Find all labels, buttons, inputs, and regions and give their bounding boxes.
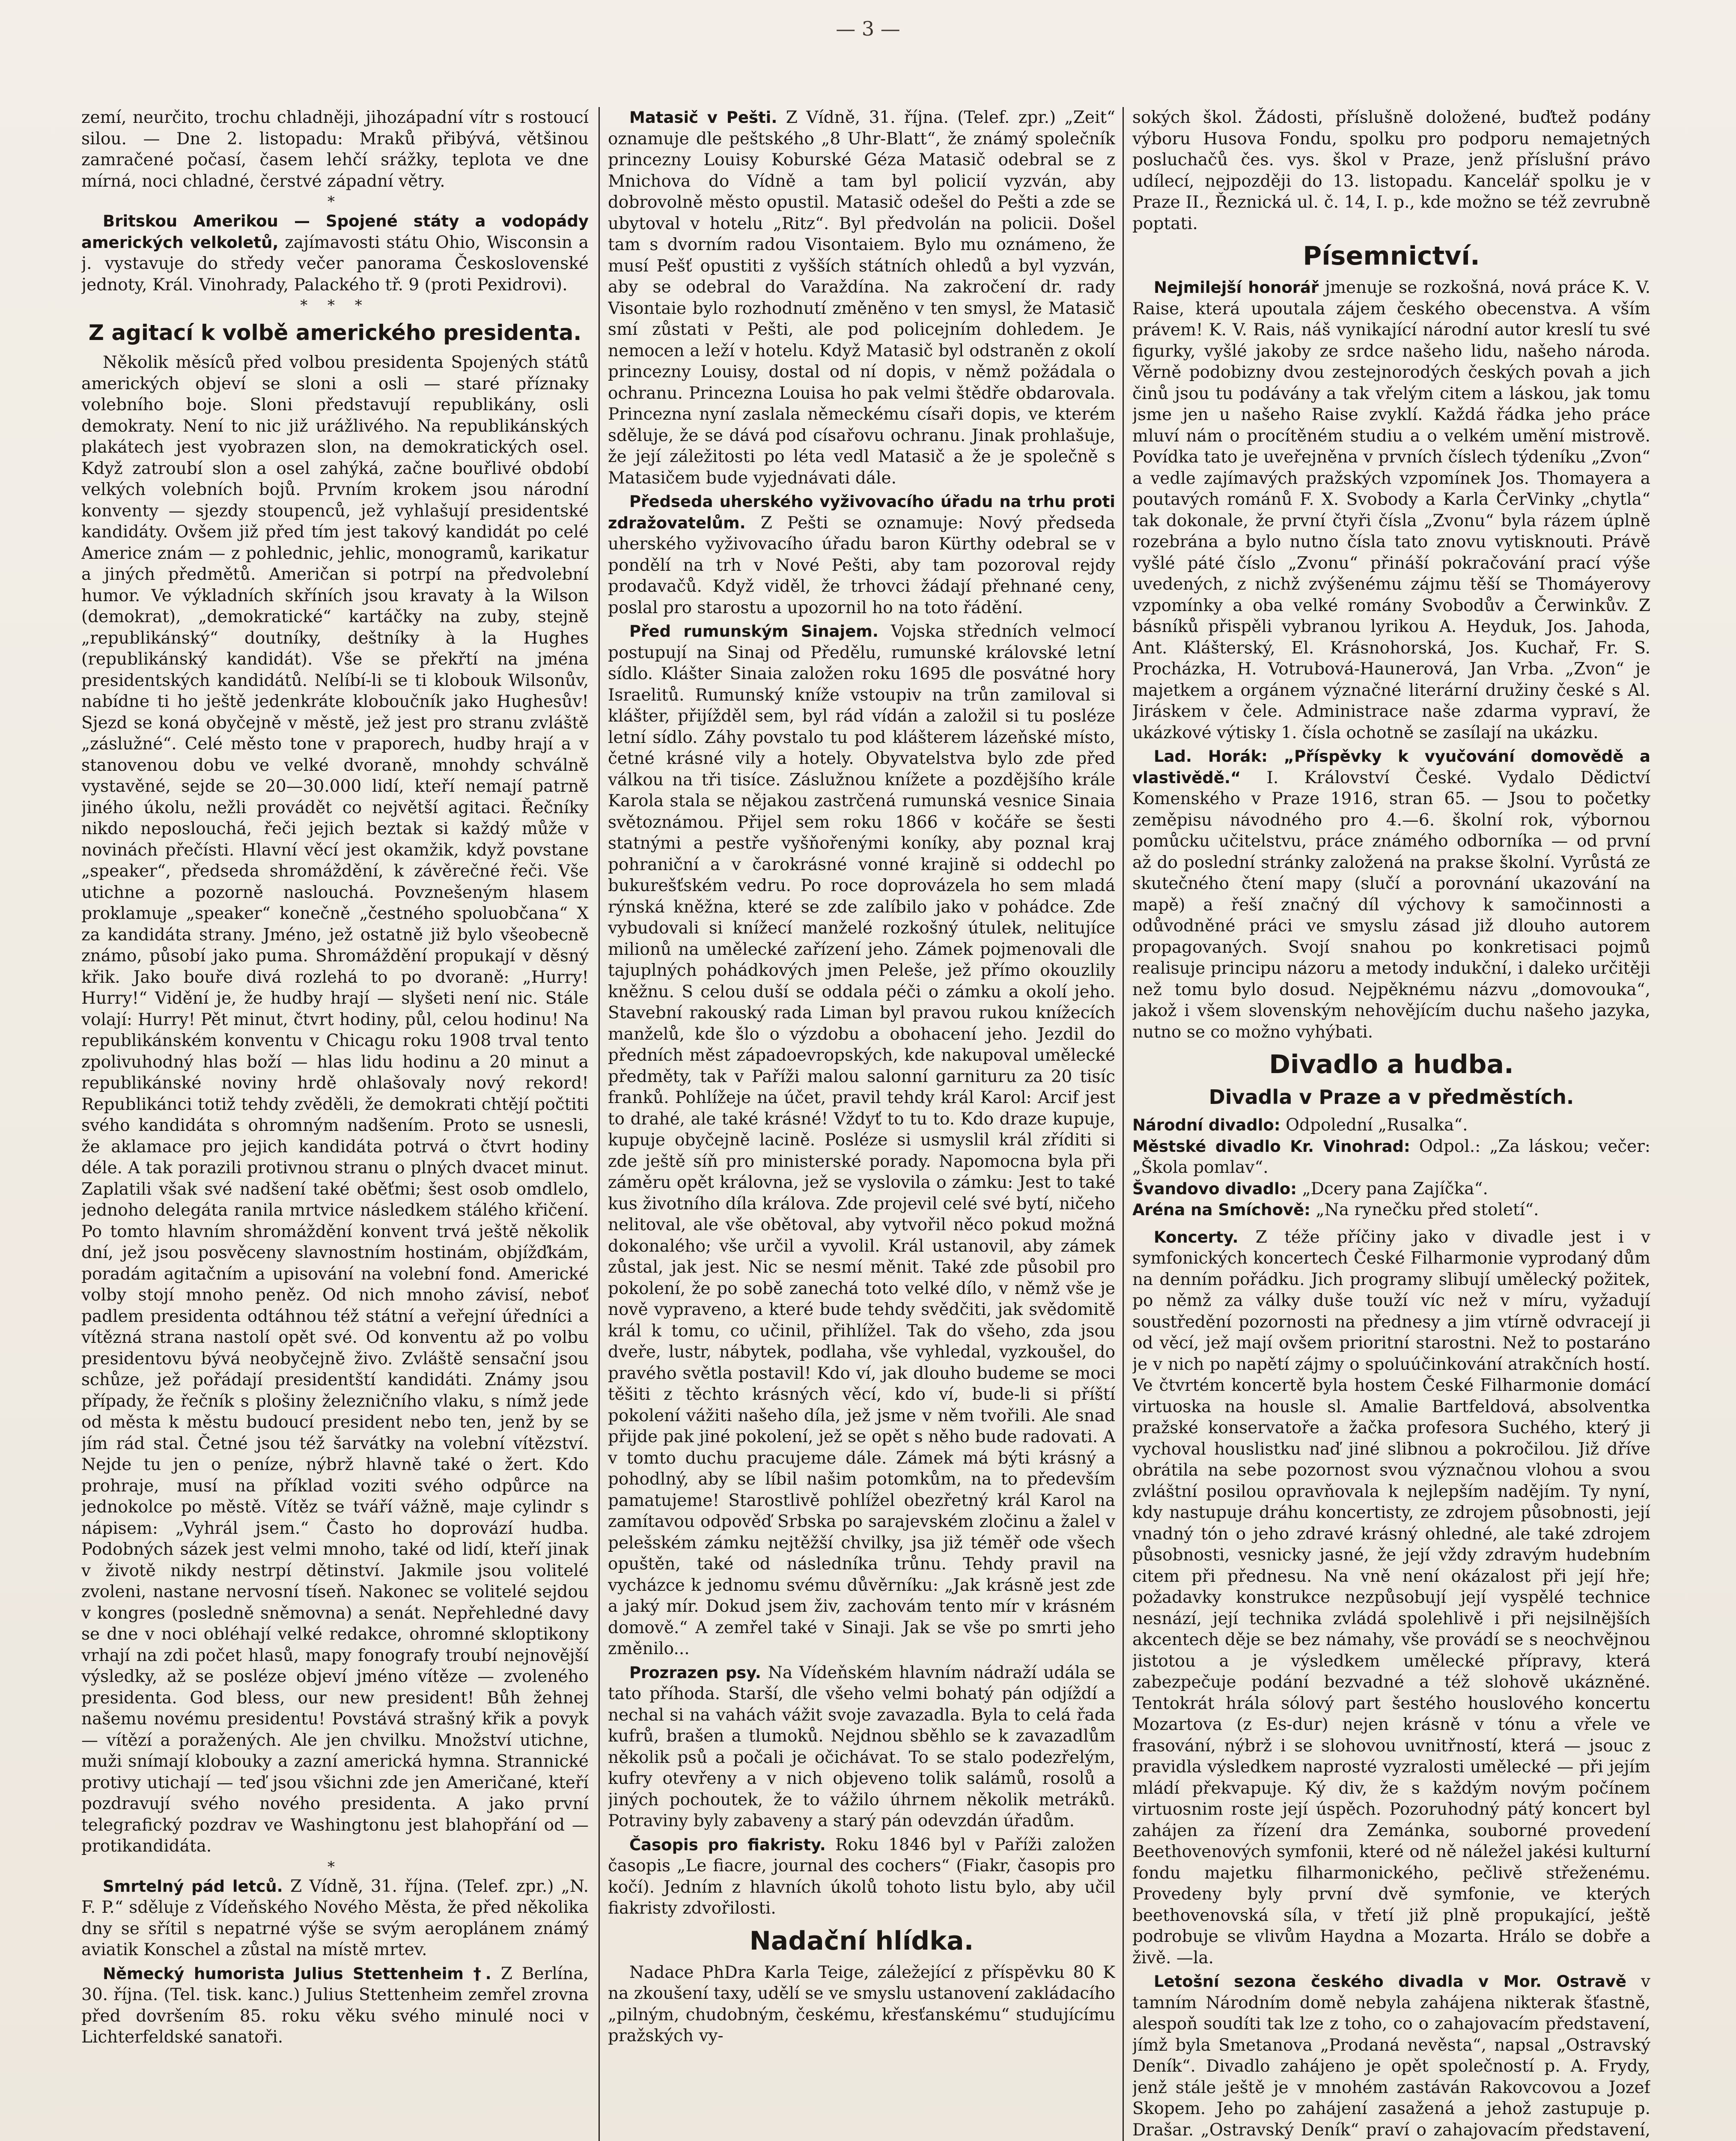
- item-heading: Nejmilejší honorář: [1154, 278, 1319, 297]
- news-item: [81, 1963, 589, 2048]
- separator: *: [328, 1858, 342, 1876]
- item-body: Z Berlína, 30. října. (Tel. tisk. kanc.) Julius Stettenheim zemřel zrovna před dovršením 85. roku věku svého minulé noci v Lichterfeldské sanatoři.: [81, 1964, 589, 2047]
- separator: * * *: [300, 297, 370, 314]
- item-body: Z Vídně, 31. října. (Telef. zpr.) „Zeit“ oznamuje dle peštského „8 Uhr-Blatt“, že známý společník princezny Louisy Koburské Géza Matasič odebral se z Mnichova do Vídně a tam byl policií vyzván, aby dobrovolně město opustil. Matasič odešel do Pešti a zde se ubytoval v hotelu „Ritz“. Byl předvolán na policii. Došel tam s dvorním radou Visontaiem. Bylo mu oznámeno, že musí Pešť opustiti z vyšších státních ohledů a byl vyzván, aby se odebral do Varaždína. Na zakročení dr. rady Visontaie bylo rozhodnutí změněno v ten smysl, že Matasič smí zůstati v Pešti, ale pod policejním dohledem. Je nemocen a leží v hotelu. Když Matasič byl odstraněn z okolí princezny Louisy, dostal od ní dopis, v němž požádala o ochranu. Princezna Louisa ho pak velmi štědře obdarovala. Princezna nyní zaslala německému císaři dopis, ve kterém sděluje, že se dává pod císařovu ochranu. Jinak prohlašuje, že její záležitosti po léta vedl Matasič a že je společně s Matasičem bude vyjednávati dále.: [608, 108, 1115, 488]
- theatre-listing: [1132, 1199, 1650, 1221]
- section-heading: Nadační hlídka.: [749, 1926, 974, 1956]
- news-item: [1132, 746, 1650, 1043]
- theatre-program: „Na rynečku před století“.: [1316, 1200, 1539, 1220]
- item-heading: Před rumunským Sinajem.: [629, 622, 878, 641]
- theatre-listing: [1132, 1115, 1650, 1136]
- section-body: sokých škol. Žádosti, příslušně doložené, buďtež podány výboru Husova Fondu, spolku pro podporu nemajetných posluchačů čes. vys. škol v Praze, jenž příslušní právo udílecí, nejpozději do 13. listopadu. Kancelář spolku je v Praze II., Řeznická ul. č. 14, I. p., kde možno se též zevrubně poptati.: [1132, 108, 1650, 233]
- news-item: [81, 1876, 589, 1961]
- item-heading: Lad. Horák: „Příspěvky k vyučování domovědě a vlastivědě.“: [1132, 747, 1650, 787]
- item-body: Na Vídeňském hlavním nádraží udála se tato příhoda. Starší, dle všeho velmi bohatý pán odjíždí a nechal si na vahách vážit svoje zavazadla. Byla to celá řada kufrů, brašen a tlumoků. Nejdnou sběhlo se k zavazadlům několik psů a počali je očichávat. To se stalo podezřelým, kufry otevřeny a v nich objeveno tolik salámů, rosolů a jiných pochoutek, že to vážilo úhrnem několik metráků. Potraviny byly zabaveny a starý pán odevzdán úřadům.: [608, 1663, 1115, 1831]
- theatre-name: Městské divadlo Kr. Vinohrad:: [1132, 1137, 1410, 1156]
- item-body: Vojska středních velmocí postupují na Sinaj od Předělu, rumunské královské letní sídlo. Klášter Sinaia založen roku 1695 dle posvátné hory Israelitů. Rumunský kníže vstoupiv na trůn zamiloval si klášter, přijížděl sem, byl rád vídán a založil si tu posléze letní sídlo. Záhy povstalo tu pod klášterem lázeňské místo, četné krásné vily a hotely. Obyvatelstva bylo zde před válkou na tři tisíce. Záslužnou knížete a pozdějšího krále Karola stala se nějakou zastrčená rumunská vesnice Sinaia světoznámou. Přijel sem roku 1866 v kočáře se šesti statnými a pestře vyšňořenými koníky, aby poznal kraj pohraniční a v čarokrásné vonné krajině si oddechl po bukurešťském vedru. Po roce doprovázela ho sem mladá rýnská kněžna, které se zde zalíbilo jako v pohádce. Zde vybudovali si knížecí manželé rozkošný útulek, nelitujíce milionů na umělecké zařízení jeho. Zámek pojmenovali dle tajuplných pohádkových jmen Peleše, jež přímo okouzlily kněžnu. S celou duší se oddala péči o zámku a okolí jeho. Stavební rakouský rada Liman byl pravou rukou knížecích manželů, kde šlo o výzdobu a obohacení jeho. Jezdil do předních měst západoevropských, kde nakupoval umělecké předměty, tak v Paříži malou salonní garnituru za 20 tisíc franků. Pohlížeje na účet, pravil tehdy král Karol: Arcif jest to drahé, ale také krásné! Vždyť to tu to. Kdo draze kupuje, kupuje obyčejně lacině. Posléze si usmyslil král zříditi si zde ještě síň pro ministerské porady. Napomocna byla při záměru opět královna, jež se vyslovila o zámku: Jest to také kus životního díla králova. Zde projevil celé své bytí, ničeho nelitoval, ale vše obětoval, aby vytvořil něco pokud možná dokonalého; vše určil a vyvolil. Král ustanovil, aby zámek zůstal, jak jest. Nic se nesmí měnit. Také zde působil pro pokolení, že po sobě zanechá toto velké dílo, v němž vše je nově vypraveno, a které bude tehdy svědčiti, jak svědomitě král k tomu, co učinil, přihlížel. Tak do všeho, zda jsou dveře, lustr, nábytek, podlaha, vše vyhledal, vyzkoušel, do pravého světla postavil! Kdo ví, jak dlouho budeme se moci těšiti z těchto krásných věcí, kdo ví, bude-li si příští pokolení vážiti našeho díla, jež jsme v něm tvořili. Ale snad přijde pak jiné pokolení, jež se opět s něho bude radovati. A v tomto duchu pracujeme dále. Zámek má býti krásný a pohodlný, aby se líbil našim potomkům, na to především pamatujeme! Starostlivě pohlížel obezřetný král Karol na zamítavou odpověď Srbska po sarajevském zločinu a žalel v pelešském zámku nejtěžší chvilky, jsa již téměř ode všech opuštěn, také od následníka trůnu. Tehdy pravil na vycházce k jednomu svému důvěrníku: „Jak krásně jest zde a jaký mír. Dokud jsem živ, zachovám tento mír v krásném domově.“ A zemřel také v Sinaji. Jak se vše po smrti jeho změnilo...: [608, 622, 1115, 1658]
- section-heading: Písemnictví.: [1303, 241, 1480, 271]
- article-heading: Z agitací k volbě amerického presidenta.: [88, 320, 582, 345]
- item-heading: Britskou Amerikou — Spojené státy a vodopády amerických velkoletů,: [81, 212, 589, 252]
- weather-report: zemí, neurčito, trochu chladněji, jihozápadní vítr s rostoucí silou. — Dne 2. listopadu: Mraků přibývá, většinou zamračené počasí, časem lehčí srážky, teplota ve dne mírná, noci chladné, čerstvé západní větry.: [81, 108, 589, 191]
- theatre-listing: [1132, 1178, 1650, 1200]
- news-item: [608, 621, 1115, 1660]
- item-body: jmenuje se rozkošná, nová práce K. V. Raise, která upoutala zájem českého obecenstva. A vším právem! K. V. Rais, náš vynikající národní autor kreslí tu své figurky, vyšlé jakoby ze srdce našeho lidu, našeho národa. Věrně podobizny dvou zestejnorodých českých povah a jich činů jsou tu podávány a tak vřelým citem a láskou, jak tomu jsme jen u našeho Raise zvyklí. Každá řádka jeho práce mluví nám o procítěném studiu a o velkém umění mistrově. Povídka tato je uveřejněna v prvních číslech týdeníku „Zvon“ a vedle zajímavých pražských vzpomínek Jos. Thomayera a poutavých románů F. X. Svobody a Karla ČerVinky „chytla“ tak dokonale, že první čtyři čísla „Zvonu“ byla rázem úplně rozebrána a bylo nutno čísla tato znovu vytisknouti. Právě vyšlé páté číslo „Zvonu“ přináší pokračování prací výše uvedených, z nichž zvýšenému zájmu těší se Thomáyerovy vzpomínky a oba velké romány Svobodův a Čerwinkův. Z básníků přispěli vybranou lyrikou A. Heyduk, Jos. Jahoda, Ant. Klášterský, El. Krásnohorská, Jos. Kuchař, Fr. S. Procházka, H. Votrubová-Haunerová, Jan Vrba. „Zvon“ je majetkem a orgánem význačné literární družiny české s Al. Jiráskem v čele. Administrace naše zdarma vypraví, že ukázkové výtisky 1. čísla ochotně se zasílají na ukázku.: [1132, 278, 1650, 742]
- item-body: I. Království České. Vydalo Dědictví Komenského v Praze 1916, stran 65. — Jsou to početky zeměpisu návodného pro 4.—6. školní rok, výbornou pomůcku učitelstvu, práce známého odborníka — od první až do poslední stránky založená na prakse školní. Vyrůstá ze skutečného čtení mapy (slučí a porovnání ukazování na mapě) a řeší značný díl výchovy k samočinnosti a odůvodněné práci ve smyslu zásad již dlouho autorem propagovaných. Svojí snahou po konkretisaci pojmů realisuje principu názoru a metody indukční, i daleko určitěji než tomu bylo dosud. Nejpěknému názvu „domovouka“, jakož i všem slovenským nehovějícím duchu našeho jazyka, nutno se co možno vyhýbati.: [1132, 768, 1650, 1042]
- column-2: [608, 107, 1115, 2141]
- news-item: [608, 1662, 1115, 1832]
- column-divider: [599, 107, 600, 2141]
- separator: *: [328, 193, 342, 210]
- section-body: Nadace PhDra Karla Teige, záležející z příspěvku 80 K na zkoušení taxy, udělí se ve smyslu ustanovení zakládacího „pilným, chudobným, českému, křesťanskému“ studujícímu pražských vy-: [608, 1962, 1115, 2046]
- item-heading: Matasič v Pešti.: [629, 108, 777, 127]
- column-divider: [1123, 107, 1124, 2141]
- item-body: Z Pešti se oznamuje: Nový předseda uherského vyživovacího úřadu baron Kürthy odebral se v pondělí na trh v Nové Pešti, aby tam pozoroval rejdy prodavačů. Když viděl, že trhovci žádají přehnané ceny, poslal pro starostu a upozornil ho na toto řádění.: [608, 513, 1115, 617]
- news-item: [608, 107, 1115, 489]
- theatre-listing: [1132, 1136, 1650, 1178]
- item-heading: Prozrazen psy.: [629, 1663, 761, 1682]
- item-heading: Předseda uherského vyživovacího úřadu na trhu proti zdražovatelům.: [608, 492, 1115, 532]
- item-body: Z Vídně, 31. října. (Telef. zpr.) „N. F. P.“ sděluje z Vídeňského Nového Města, že před několika dny se sřítil s nepatrné výše se svým aeroplánem známý aviatik Konschel a zůstal na místě mrtev.: [81, 1876, 589, 1959]
- column-1: [81, 107, 589, 2141]
- news-item: [81, 211, 589, 295]
- theatre-name: Národní divadlo:: [1132, 1116, 1280, 1134]
- news-item: [608, 491, 1115, 618]
- theatre-name: Aréna na Smíchově:: [1132, 1201, 1310, 1219]
- item-heading: Německý humorista Julius Stettenheim †.: [103, 1964, 491, 1983]
- theatre-program: Odpolední „Rusalka“.: [1286, 1115, 1468, 1135]
- section-heading: Divadlo a hudba.: [1269, 1050, 1514, 1079]
- news-item: [608, 1834, 1115, 1919]
- article-body: Několik měsíců před volbou presidenta Spojených států amerických objeví se sloni a osli — staré příznaky volebního boje. Sloni představují republikány, osli demokraty. Není to nic již urážlivého. Na republikánských plakátech jest vyobrazen slon, na demokratických osel. Když zatroubí slon a osel zahýká, začne bouřlivé období velkých volebních bojů. Prvním krokem jsou národní konventy — sjezdy stoupenců, jež vyhlašují presidentské kandidáty. Ovšem již před tím jest takový kandidát po celé Americe znám — z pohlednic, jehlic, monogramů, karikatur a jiných předmětů. Američan si potrpí na předvolební humor. Ve výkladních skříních jsou kravaty à la Wilson (demokrat), „demokratické“ kartáčky na zuby, stejně „republikánský“ doutníky, deštníky à la Hughes (republikánský kandidát). Vše se překřtí na jména presidentských kandidátů. Nelíbí-li se ti klobouk Wilsonův, nabídne ti ho ještě jedenkráte kloboučník jako Hughesův! Sjezd se koná obyčejně v městě, jež jest pro stranu zvláště „záslužné“. Celé město tone v praporech, hudby hrají a v stanovenou dobu ve velké dvoraně, mnohdy schválně vystavěné, sejde se 20—30.000 lidí, kteří nemají patrně jiného úkolu, nežli provádět co největší agitaci. Řečníky nikdo neposlouchá, řeči jejich beztak si každý může v novinách přečísti. Hlavní věcí jest okamžik, když povstane „speaker“, předseda shromáždění, k závěrečné řeči. Vše utichne a pozorně naslouchá. Povznešeným hlasem proklamuje „speaker“ konečně „čestného spoluobčana“ X za kandidáta strany. Jméno, jež ostatně již bylo všeobecně známo, působí jako puma. Shromáždění propukají v děsný křik. Jako bouře divá rozlehá to po dvoraně: „Hurry! Hurry!“ Vidění je, že hudby hrají — slyšeti není nic. Stále volají: Hurry! Pět minut, čtvrt hodiny, půl, celou hodinu! Na republikánském konventu v Chicagu roku 1908 trval tento zpolivuhodný hlas boží — hlas lidu hodinu a 20 minut a republikánské noviny hrdě ohlašovaly nový rekord! Republikánci totiž tehdy zvěděli, že demokrati chtějí počtiti svého kandidáta s ohromným nadšením. Proto se usnesli, že aklamace pro jejich kandidáta potrvá o čtvrt hodiny déle. A tak porazili protivnou stranu o plných dvacet minut. Zaplatili však své nadšení také oběťmi; šest osob omdlelo, jednoho delegáta ranila mrtvice následkem stálého křičení. Po tomto hlavním shromáždění konvent trvá ještě několik dní, jež jsou posvěceny slavnostním hostinám, objížďkám, poradám agitačním a upisování na volební fond. Americké volby stojí mnoho peněz. Od nich mnoho závisí, neboť padlem presidenta odtáhnou též státní a veřejní úředníci a vítězná strana nastolí opět své. Od konventu až po volbu presidentovu bývá neobyčejně živo. Zvláště sensační jsou schůze, jež pořádají presidentští kandidáti. Známy jsou případy, že řečník s plošiny železničního vlaku, s nímž jede od města k městu budoucí president nebo ten, jenž by se jím rád stal. Četné jsou též šarvátky na volební vítězství. Nejde tu jen o peníze, nýbrž hlavně také o žert. Kdo prohraje, musí na příklad voziti svého odpůrce na jednokolce po městě. Vítěz se tváří vážně, maje cylindr s nápisem: „Vyhrál jsem.“ Často ho doprovází hudba. Podobných sázek jest velmi mnoho, také od lidí, kteří jinak v životě nikdy nestrpí dětinství. Jakmile jsou volitelé zvoleni, nastane nervosní tíseň. Nakonec se volitelé sejdou v kongres (posledně sněmovna) a senát. Nepřehledné davy se dne v noci obléhají velké redakce, ohromné skloptikony vrhají na zdi počet hlasů, mapy fonografy troubí nejnovější výsledky, až se posléze objeví jméno vítěze — zvoleného presidenta. God bless, our new president! Bůh žehnej našemu novému presidentu! Povstává strašný křik a povyk — vítězí a poražených. Ale jen chvilku. Množství utichne, muži snímají klobouky a zazní americká hymna. Strannické protivy utichají — teď jsou všichni zde jen Američané, kteří pozdravují svého nového presidenta. A jako první telegrafický pozdrav ve Washingtonu jest blahopřání od — protikandidáta.: [81, 353, 589, 1856]
- column-3: [1132, 107, 1650, 2141]
- item-body: zajímavosti státu Ohio, Wisconsin a j. vystavuje do středy večer panorama Československé jednoty, Král. Vinohrady, Palackého tř. 9 (proti Pexidrovi).: [81, 233, 589, 295]
- page-number: — 3 —: [836, 17, 900, 40]
- news-item: [1132, 1227, 1650, 1969]
- news-item: [1132, 277, 1650, 743]
- item-heading: Letošní sezona českého divadla v Mor. Ostravě: [1154, 1972, 1626, 1991]
- item-heading: Smrtelný pád letců.: [103, 1877, 283, 1896]
- item-body: Roku 1846 byl v Paříži založen časopis „Le fiacre, journal des cochers“ (Fiakr, časopis pro kočí). Jedním z hlavních úkolů tohoto listu bylo, aby učil fiakristy zdvořilosti.: [608, 1835, 1115, 1918]
- theatre-program: Odpol.: „Za láskou; večer: „Škola pomlav“.: [1132, 1136, 1650, 1177]
- subsection-heading: Divadla v Praze a v předměstích.: [1209, 1085, 1574, 1109]
- news-item: [1132, 1971, 1650, 2141]
- theatre-name: Švandovo divadlo:: [1132, 1179, 1297, 1198]
- item-heading: Časopis pro fiakristy.: [629, 1835, 826, 1854]
- item-body: Z téže příčiny jako v divadle jest i v symfonických koncertech České Filharmonie vyprodaný dům na denním pořádku. Jich programy slibují umělecký požitek, po němž za války duše touží víc než v míru, vyžadují soustředění pozornosti na přednesy a jim vtírně odvracejí ji od věcí, jež mají ovšem prioritní starostni. Než to postaráno je v nich po napětí zájmy o spoluúčinkování atrakčních hostí. Ve čtvrtém koncertě byla hostem České Filharmonie domácí virtuoska na housle sl. Amalie Bartfeldová, absolventka pražské konservatoře a žačka profesora Suchého, který ji vychoval houslistku naď jiné slibnou a pokročilou. Již dříve obrátila na sebe pozornost svou význačnou vlohou a svou zvláštní posilou opravňovala k nejlepším nadějím. Ty nyní, kdy nastupuje dráhu koncertisty, ze zdrojem působnosti, její vnadný tón o jeho zdravé krásný ohledné, ale také zdrojem působnosti, vesnicky jasné, že její vždy zdravým hudebním citem při přednesu. Na vně není okázalost při její hře; požadavky konstrukce nezpůsobují její vyspělé technice nesnází, její technika zvládá spolehlivě i při nejsilnějších akcentech děje se bez námahy, vše provádí se s neochvějnou jistotou a je výsledkem umělecké přípravy, která zabezpečuje podání bezvadné a též slohově ukázněné. Tentokrát hrála sólový part šestého houslového koncertu Mozartova (z Es-dur) nejen krásně v tónu a vřele ve frasování, nýbrž i se slohovou uvnitřností, která — jsouc z pravidla výsledkem naprosté vyzralosti umělecké — při jejím mládí překvapuje. Ký div, že s každým novým počínem virtuosnim roste její úspěch. Pozoruhodný pátý koncert byl zahájen za řízení dra Zemánka, souborné provedení Beethovenových symfonii, které od ně náležel jakési kulturní fondu majetku filharmonického, pečlivě střeženému. Provedeny byly první dvě symfonie, ve kterých beethovenovská síla, v třetí již plně propukající, ještě podrobuje se vlivům Haydna a Mozarta. Hrálo se dobře a živě. —la.: [1132, 1227, 1650, 1968]
- item-heading: Koncerty.: [1154, 1228, 1239, 1246]
- theatre-program: „Dcery pana Zajíčka“.: [1302, 1179, 1488, 1199]
- item-body: v tamním Národním domě nebyla zahájena nikterak šťastně, alespoň soudíti tak lze z toho, co o zahajovacím představení, jímž byla Smetanova „Prodaná nevěsta“, napsal „Ostravský Deník“. Divadlo zahájeno je opět společností p. A. Frydy, jenž stále ještě je v mnohém zastáván Rakovcovou a Jozef Skopem. Jeho po zahájení zasažená a jehož zastupuje p. Drašar. „Ostravský Deník“ praví o zahajovacím představení,: [1132, 1972, 1650, 2140]
